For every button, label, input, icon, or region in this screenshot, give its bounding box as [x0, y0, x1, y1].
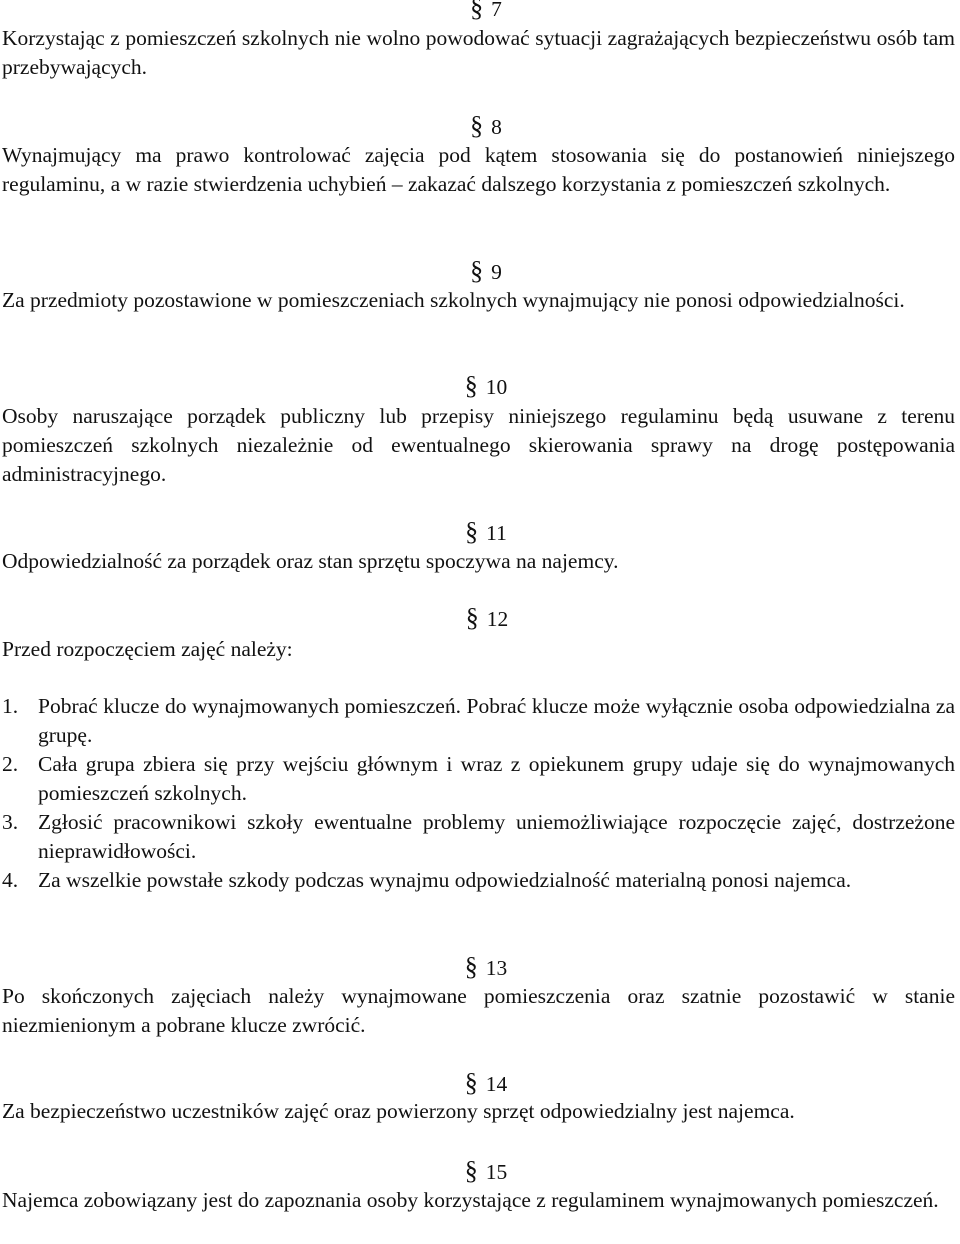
list-item-text: Pobrać klucze do wynajmowanych pomieszczeń. Pobrać klucze może wyłącznie osoba odpowiedzialna za grupę.: [38, 694, 955, 747]
section-heading-13: [0, 952, 960, 981]
section-text-8: Wynajmujący ma prawo kontrolować zajęcia pod kątem stosowania się do postanowień niniejszego regulaminu, a w razie stwierdzenia uchybień – zakazać dalszego korzystania z pomieszczeń szkolnych.: [2, 143, 955, 196]
section-text-14: Za bezpieczeństwo uczestników zajęć oraz powierzony sprzęt odpowiedzialny jest najemca.: [2, 1099, 795, 1123]
section-symbol: §: [465, 603, 479, 632]
section-number: 8: [491, 115, 502, 139]
section-symbol: §: [470, 0, 484, 22]
section-number: 13: [485, 956, 508, 980]
section-text-15: Najemca zobowiązany jest do zapoznania osoby korzystające z regulaminem wynajmowanych pomieszczeń.: [2, 1188, 939, 1212]
section-number: 10: [485, 375, 508, 399]
section-number: 12: [486, 607, 509, 631]
section-number: 14: [485, 1072, 508, 1096]
list-item-number: 3.: [2, 810, 19, 834]
section-symbol: §: [470, 111, 484, 140]
section-heading-14: [0, 1068, 960, 1097]
section-number: 7: [491, 0, 502, 21]
list-item-number: 2.: [2, 752, 19, 776]
list-item-text: Zgłosić pracownikowi szkoły ewentualne problemy uniemożliwiające rozpoczęcie zajęć, dostrzeżone nieprawidłowości.: [38, 810, 955, 863]
section-heading-12: [0, 603, 960, 632]
section-text-7: Korzystając z pomieszczeń szkolnych nie wolno powodować sytuacji zagrażających bezpieczeństwu osób tam przebywających.: [2, 26, 955, 79]
list-item: [2, 866, 955, 895]
section-heading-10: [0, 371, 960, 400]
section-number: 9: [491, 260, 502, 284]
section-number: 15: [485, 1160, 508, 1184]
list-item: [2, 808, 955, 866]
section-symbol: §: [464, 1068, 478, 1097]
section-intro-12: Przed rozpoczęciem zajęć należy:: [2, 637, 293, 661]
list-item: [2, 750, 955, 808]
section-list-12: [2, 692, 955, 895]
list-item: [2, 692, 955, 750]
section-symbol: §: [464, 952, 478, 981]
section-symbol: §: [464, 1156, 478, 1185]
section-heading-9: [0, 256, 960, 285]
section-text-10: Osoby naruszające porządek publiczny lub przepisy niniejszego regulaminu będą usuwane z terenu pomieszczeń szkolnych niezależnie od ewentualnego skierowania sprawy na drogę postępowania administracyjnego.: [2, 404, 955, 486]
section-heading-11: [0, 517, 960, 546]
list-item-number: 1.: [2, 694, 19, 718]
section-symbol: §: [464, 371, 478, 400]
section-symbol: §: [470, 256, 484, 285]
list-item-text: Cała grupa zbiera się przy wejściu głównym i wraz z opiekunem grupy udaje się do wynajmowanych pomieszczeń szkolnych.: [38, 752, 955, 805]
section-number: 11: [486, 521, 507, 545]
section-heading-15: [0, 1156, 960, 1185]
section-symbol: §: [465, 517, 479, 546]
section-heading-8: [0, 111, 960, 140]
list-item-text: Za wszelkie powstałe szkody podczas wynajmu odpowiedzialność materialną ponosi najemca.: [38, 868, 852, 892]
section-text-11: Odpowiedzialność za porządek oraz stan sprzętu spoczywa na najemcy.: [2, 549, 619, 573]
section-text-9: Za przedmioty pozostawione w pomieszczeniach szkolnych wynajmujący nie ponosi odpowiedzialności.: [2, 288, 905, 312]
section-heading-7: [0, 0, 960, 21]
section-text-13: Po skończonych zajęciach należy wynajmowane pomieszczenia oraz szatnie pozostawić w stanie niezmienionym a pobrane klucze zwrócić.: [2, 984, 955, 1037]
list-item-number: 4.: [2, 868, 19, 892]
